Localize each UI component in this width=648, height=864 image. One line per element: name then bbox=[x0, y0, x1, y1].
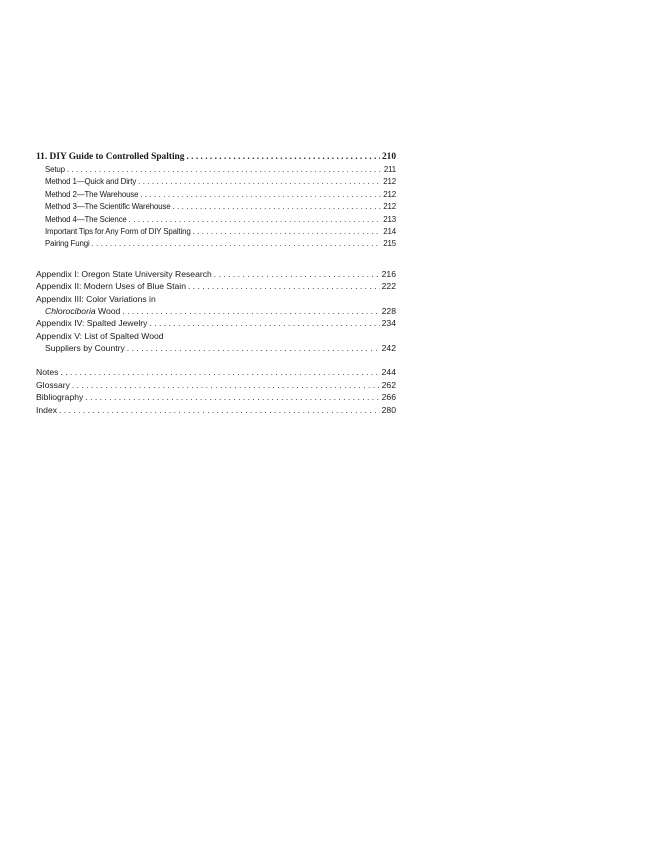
toc-entry-title: Appendix III: Color Variations in bbox=[36, 293, 156, 304]
toc-entry-page: 212 bbox=[383, 189, 396, 199]
dot-leader bbox=[122, 305, 379, 317]
toc-appendix-5 bbox=[36, 330, 396, 342]
toc-entry-title: Appendix I: Oregon State University Research bbox=[36, 268, 212, 279]
toc-entry-page: 234 bbox=[381, 318, 396, 329]
toc-entry-title-continued bbox=[45, 305, 120, 317]
spacer bbox=[36, 251, 396, 268]
toc-entry-title: Index bbox=[36, 404, 58, 415]
toc-backmatter-notes bbox=[36, 366, 396, 378]
dot-leader bbox=[138, 176, 381, 188]
title-rest: Wood bbox=[95, 305, 121, 316]
toc-section bbox=[36, 201, 396, 213]
italic-term: Chlorociboria bbox=[45, 305, 96, 316]
toc-appendix-3 bbox=[36, 293, 396, 305]
dot-leader bbox=[67, 164, 382, 176]
toc-appendix-2 bbox=[36, 280, 396, 292]
toc-entry-title: Method 4—The Science bbox=[45, 214, 127, 224]
toc-section bbox=[36, 214, 396, 226]
toc-backmatter-bibliography bbox=[36, 391, 396, 403]
toc-entry-page: 211 bbox=[383, 165, 396, 174]
toc-entry-page: 222 bbox=[381, 281, 396, 292]
toc-appendix-1 bbox=[36, 268, 396, 280]
toc-entry-page: 242 bbox=[381, 343, 396, 354]
dot-leader bbox=[92, 238, 382, 250]
toc-section bbox=[36, 226, 396, 238]
toc-entry-title: Appendix II: Modern Uses of Blue Stain bbox=[36, 281, 186, 292]
toc-entry-title: Notes bbox=[36, 367, 59, 378]
dot-leader bbox=[60, 366, 379, 378]
toc-entry-title: Appendix IV: Spalted Jewelry bbox=[36, 318, 148, 329]
toc-section bbox=[36, 238, 396, 250]
toc-entry-title: Method 1—Quick and Dirty bbox=[45, 177, 137, 187]
toc-entry-title: Method 2—The Warehouse bbox=[45, 189, 139, 199]
dot-leader bbox=[85, 391, 379, 403]
toc-entry-page: 244 bbox=[381, 367, 396, 378]
toc-entry-page: 262 bbox=[381, 379, 396, 390]
toc-entry-title: Important Tips for Any Form of DIY Spalting bbox=[45, 226, 191, 236]
toc-entry-title: Appendix V: List of Spalted Wood bbox=[36, 330, 164, 341]
dot-leader bbox=[127, 342, 380, 354]
toc-entry-page: 213 bbox=[383, 214, 396, 224]
dot-leader bbox=[186, 151, 379, 164]
toc-entry-title-continued: Suppliers by Country bbox=[45, 343, 125, 354]
toc-entry-page: 280 bbox=[381, 404, 396, 415]
toc-section bbox=[36, 189, 396, 201]
toc-entry-title: Bibliography bbox=[36, 392, 84, 403]
toc-chapter-11 bbox=[36, 151, 396, 164]
toc-entry-title: Setup bbox=[45, 165, 65, 174]
spacer bbox=[36, 354, 396, 366]
toc-entry-title: Glossary bbox=[36, 379, 70, 390]
dot-leader bbox=[149, 317, 379, 329]
toc-backmatter-glossary bbox=[36, 379, 396, 391]
dot-leader bbox=[214, 268, 380, 280]
dot-leader bbox=[193, 226, 382, 238]
dot-leader bbox=[140, 189, 381, 201]
toc-section bbox=[36, 176, 396, 188]
toc-appendix-5-continued bbox=[36, 342, 396, 354]
toc-entry-page: 214 bbox=[383, 226, 396, 236]
toc-section bbox=[36, 164, 396, 176]
toc-entry-title: Pairing Fungi bbox=[45, 239, 90, 249]
table-of-contents bbox=[36, 151, 396, 416]
toc-entry-title: 11. DIY Guide to Controlled Spalting bbox=[36, 152, 185, 162]
toc-entry-page: 266 bbox=[381, 392, 396, 403]
toc-entry-page: 212 bbox=[383, 202, 396, 212]
dot-leader bbox=[59, 404, 380, 416]
dot-leader bbox=[129, 214, 382, 226]
toc-appendix-4 bbox=[36, 317, 396, 329]
toc-backmatter-index bbox=[36, 404, 396, 416]
toc-entry-page: 212 bbox=[383, 177, 396, 187]
toc-entry-page: 216 bbox=[381, 268, 396, 279]
toc-appendix-3-continued bbox=[36, 305, 396, 317]
toc-entry-title: Method 3—The Scientific Warehouse bbox=[45, 202, 171, 212]
toc-entry-page: 228 bbox=[381, 305, 396, 316]
dot-leader bbox=[172, 201, 381, 213]
toc-entry-page: 215 bbox=[383, 239, 396, 249]
dot-leader bbox=[188, 280, 380, 292]
dot-leader bbox=[72, 379, 380, 391]
toc-entry-page: 210 bbox=[381, 152, 396, 162]
